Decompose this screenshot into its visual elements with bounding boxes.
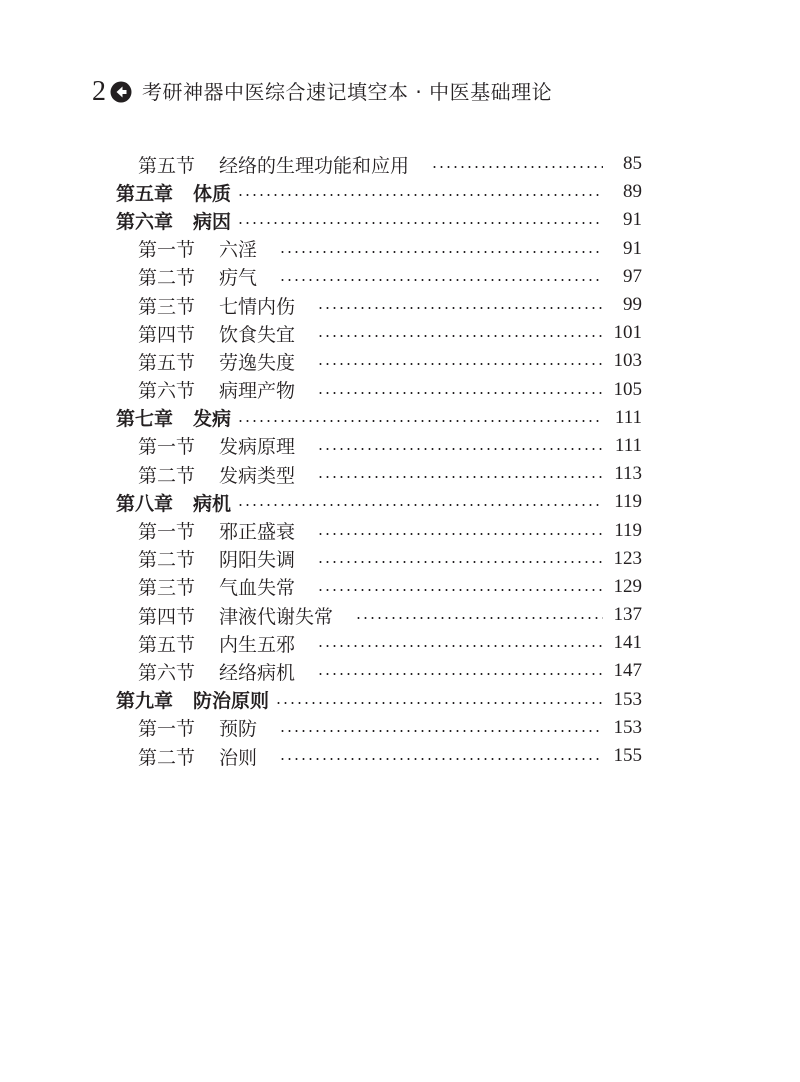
section-number: 第一节 [138,436,196,459]
section-number: 第五节 [138,351,196,374]
page-reference: 137 [613,604,642,626]
dot-leader [279,758,603,760]
toc-chapter-row [0,206,800,234]
toc-section-row [0,601,800,629]
section-number: 第四节 [138,605,196,628]
section-title: 经络的生理功能和应用 [219,154,410,177]
toc-section-row [0,657,800,685]
toc-entry-label [138,461,295,488]
toc-section-row [0,714,800,742]
chapter-number: 第五章 [116,182,174,205]
toc-entry-label [138,630,295,657]
dot-leader [279,730,603,732]
toc-section-row [0,432,800,460]
page-reference: 85 [623,153,642,175]
chapter-number: 第九章 [116,690,174,713]
chapter-number: 第八章 [116,492,174,515]
dot-leader [237,504,603,506]
section-title: 经络病机 [219,661,296,684]
toc-chapter-row [0,178,800,206]
toc-entry-label [138,320,295,347]
section-number: 第二节 [138,267,196,290]
page-reference: 153 [613,688,642,710]
page-reference: 119 [614,519,642,541]
dot-leader [317,448,603,450]
toc-chapter-row [0,488,800,516]
page-reference: 153 [613,716,642,738]
section-title: 治则 [219,746,258,769]
section-title: 饮食失宜 [219,323,296,346]
chapter-title: 病机 [193,492,232,515]
toc-entry-label [116,179,231,206]
section-title: 发病类型 [219,464,296,487]
section-title: 预防 [219,718,258,741]
dot-leader [317,476,603,478]
toc-section-row [0,291,800,319]
chapter-title: 体质 [193,182,232,205]
section-number: 第三节 [138,295,196,318]
section-number: 第六节 [138,380,196,403]
page-number: 2 [92,76,106,107]
toc-section-row [0,545,800,573]
section-number: 第二节 [138,549,196,572]
page-reference: 101 [613,322,642,344]
page-reference: 99 [623,294,642,316]
toc-entry-label [138,432,295,459]
dot-leader [237,222,603,224]
page-reference: 123 [613,547,642,569]
page-reference: 97 [623,265,642,287]
dot-leader [317,335,603,337]
toc-section-row [0,263,800,291]
dot-leader [317,363,603,365]
book-title: 考研神器中医综合速记填空本 · 中医基础理论 [142,80,553,104]
dot-leader [275,702,603,704]
toc-entry-label [138,151,409,178]
toc-section-row [0,347,800,375]
dot-leader [317,645,603,647]
toc-chapter-row [0,404,800,432]
section-number: 第六节 [138,661,196,684]
arrow-left-icon [110,81,132,103]
section-number: 第一节 [138,521,196,544]
section-number: 第三节 [138,577,196,600]
toc-section-row [0,150,800,178]
toc-section-row [0,319,800,347]
section-number: 第五节 [138,633,196,656]
toc-entry-label [138,263,257,290]
section-title: 七情内伤 [219,295,296,318]
chapter-number: 第七章 [116,408,174,431]
section-title: 发病原理 [219,436,296,459]
dot-leader [237,420,603,422]
dot-leader [317,589,603,591]
section-title: 劳逸失度 [219,351,296,374]
chapter-title: 病因 [193,210,232,233]
toc-entry-label [138,545,295,572]
toc-entry-label [116,404,231,431]
page-reference: 91 [623,237,642,259]
toc-section-row [0,516,800,544]
dot-leader [279,279,603,281]
page-reference: 111 [614,406,642,428]
dot-leader [317,392,603,394]
dot-leader [355,617,603,619]
toc-entry-label [138,235,257,262]
toc-entry-label [116,207,231,234]
dot-leader [317,561,603,563]
dot-leader [317,533,603,535]
toc-section-row [0,235,800,263]
section-title: 阴阳失调 [219,549,296,572]
toc-section-row [0,376,800,404]
section-title: 津液代谢失常 [219,605,334,628]
toc-section-row [0,460,800,488]
toc-entry-label [138,714,257,741]
section-number: 第四节 [138,323,196,346]
toc-entry-label [138,743,257,770]
toc-entry-label [138,348,295,375]
section-title: 病理产物 [219,380,296,403]
dot-leader [431,166,603,168]
page-reference: 147 [613,660,642,682]
page-reference: 111 [614,434,642,456]
section-number: 第一节 [138,239,196,262]
section-number: 第五节 [138,154,196,177]
section-title: 气血失常 [219,577,296,600]
toc-entry-label [116,686,269,713]
toc-section-row [0,629,800,657]
toc-entry-label [138,658,295,685]
page-reference: 89 [623,181,642,203]
page-reference: 113 [614,463,642,485]
toc-entry-label [138,376,295,403]
chapter-title: 防治原则 [193,690,270,713]
section-title: 疠气 [219,267,258,290]
toc-entry-label [138,517,295,544]
dot-leader [317,307,603,309]
toc-entry-label [138,602,333,629]
toc-chapter-row [0,686,800,714]
page-reference: 119 [614,491,642,513]
page-reference: 129 [613,575,642,597]
section-number: 第一节 [138,718,196,741]
toc-section-row [0,573,800,601]
dot-leader [237,194,603,196]
section-title: 内生五邪 [219,633,296,656]
toc-entry-label [138,292,295,319]
toc-entry-label [138,573,295,600]
section-number: 第二节 [138,746,196,769]
dot-leader [279,251,603,253]
section-title: 邪正盛衰 [219,521,296,544]
page-reference: 155 [613,745,642,767]
toc-entry-label [116,489,231,516]
page-reference: 105 [613,378,642,400]
page-reference: 91 [623,209,642,231]
page-header [92,74,552,110]
page-reference: 103 [613,350,642,372]
toc-section-row [0,742,800,770]
chapter-title: 发病 [193,408,232,431]
dot-leader [317,673,603,675]
section-title: 六淫 [219,239,258,262]
section-number: 第二节 [138,464,196,487]
page-reference: 141 [613,632,642,654]
chapter-number: 第六章 [116,210,174,233]
table-of-contents [0,150,800,770]
